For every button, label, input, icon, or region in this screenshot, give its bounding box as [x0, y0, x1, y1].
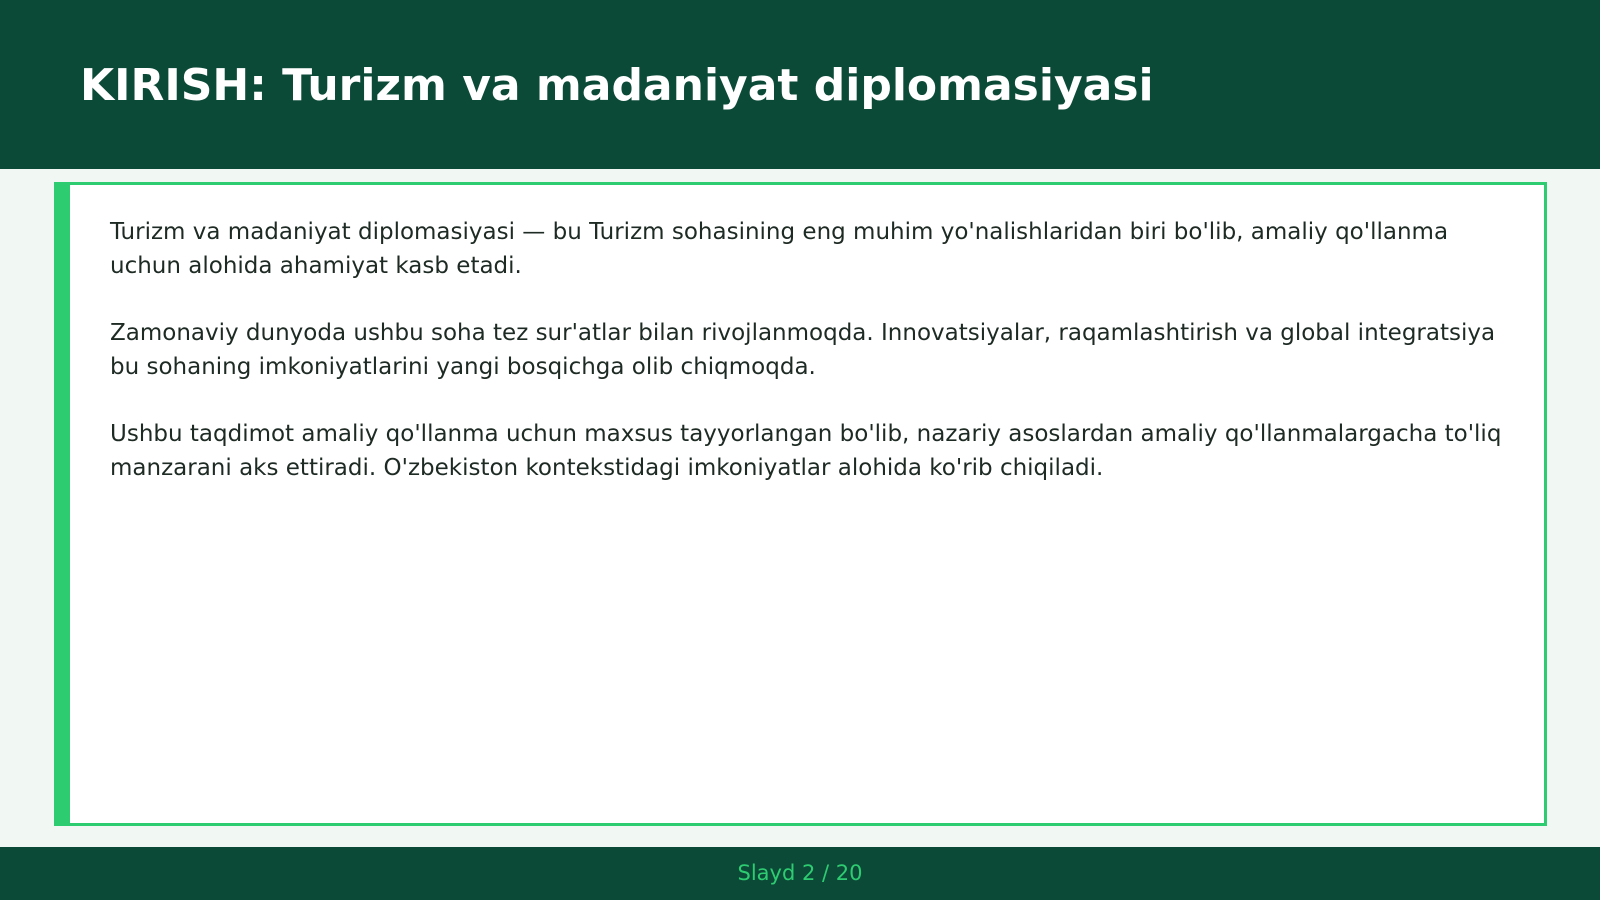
- paragraph-2: Zamonaviy dunyoda ushbu soha tez sur'atlar bilan rivojlanmoqda. Innovatsiyalar, raqamlashtirish va global integratsiya bu sohaning imkoniyatlarini yangi bosqichga olib chiqmoqda.: [110, 320, 1496, 380]
- slide-header: [0, 0, 1600, 169]
- paragraph-1: Turizm va madaniyat diplomasiyasi — bu Turizm sohasining eng muhim yo'nalishlaridan biri bo'lib, amaliy qo'llanma uchun alohida ahamiyat kasb etadi.: [110, 219, 1449, 279]
- content-body: [110, 215, 1504, 518]
- slide-counter: Slayd 2 / 20: [737, 861, 863, 885]
- slide-title: KIRISH: Turizm va madaniyat diplomasiyasi: [80, 60, 1154, 111]
- slide-footer: [0, 847, 1600, 900]
- content-card: [54, 182, 1547, 826]
- paragraph-3: Ushbu taqdimot amaliy qo'llanma uchun maxsus tayyorlangan bo'lib, nazariy asoslardan amaliy qo'llanmalargacha to'liq manzarani aks ettiradi. O'zbekiston kontekstidagi imkoniyatlar alohida ko'rib chiqiladi.: [110, 421, 1502, 481]
